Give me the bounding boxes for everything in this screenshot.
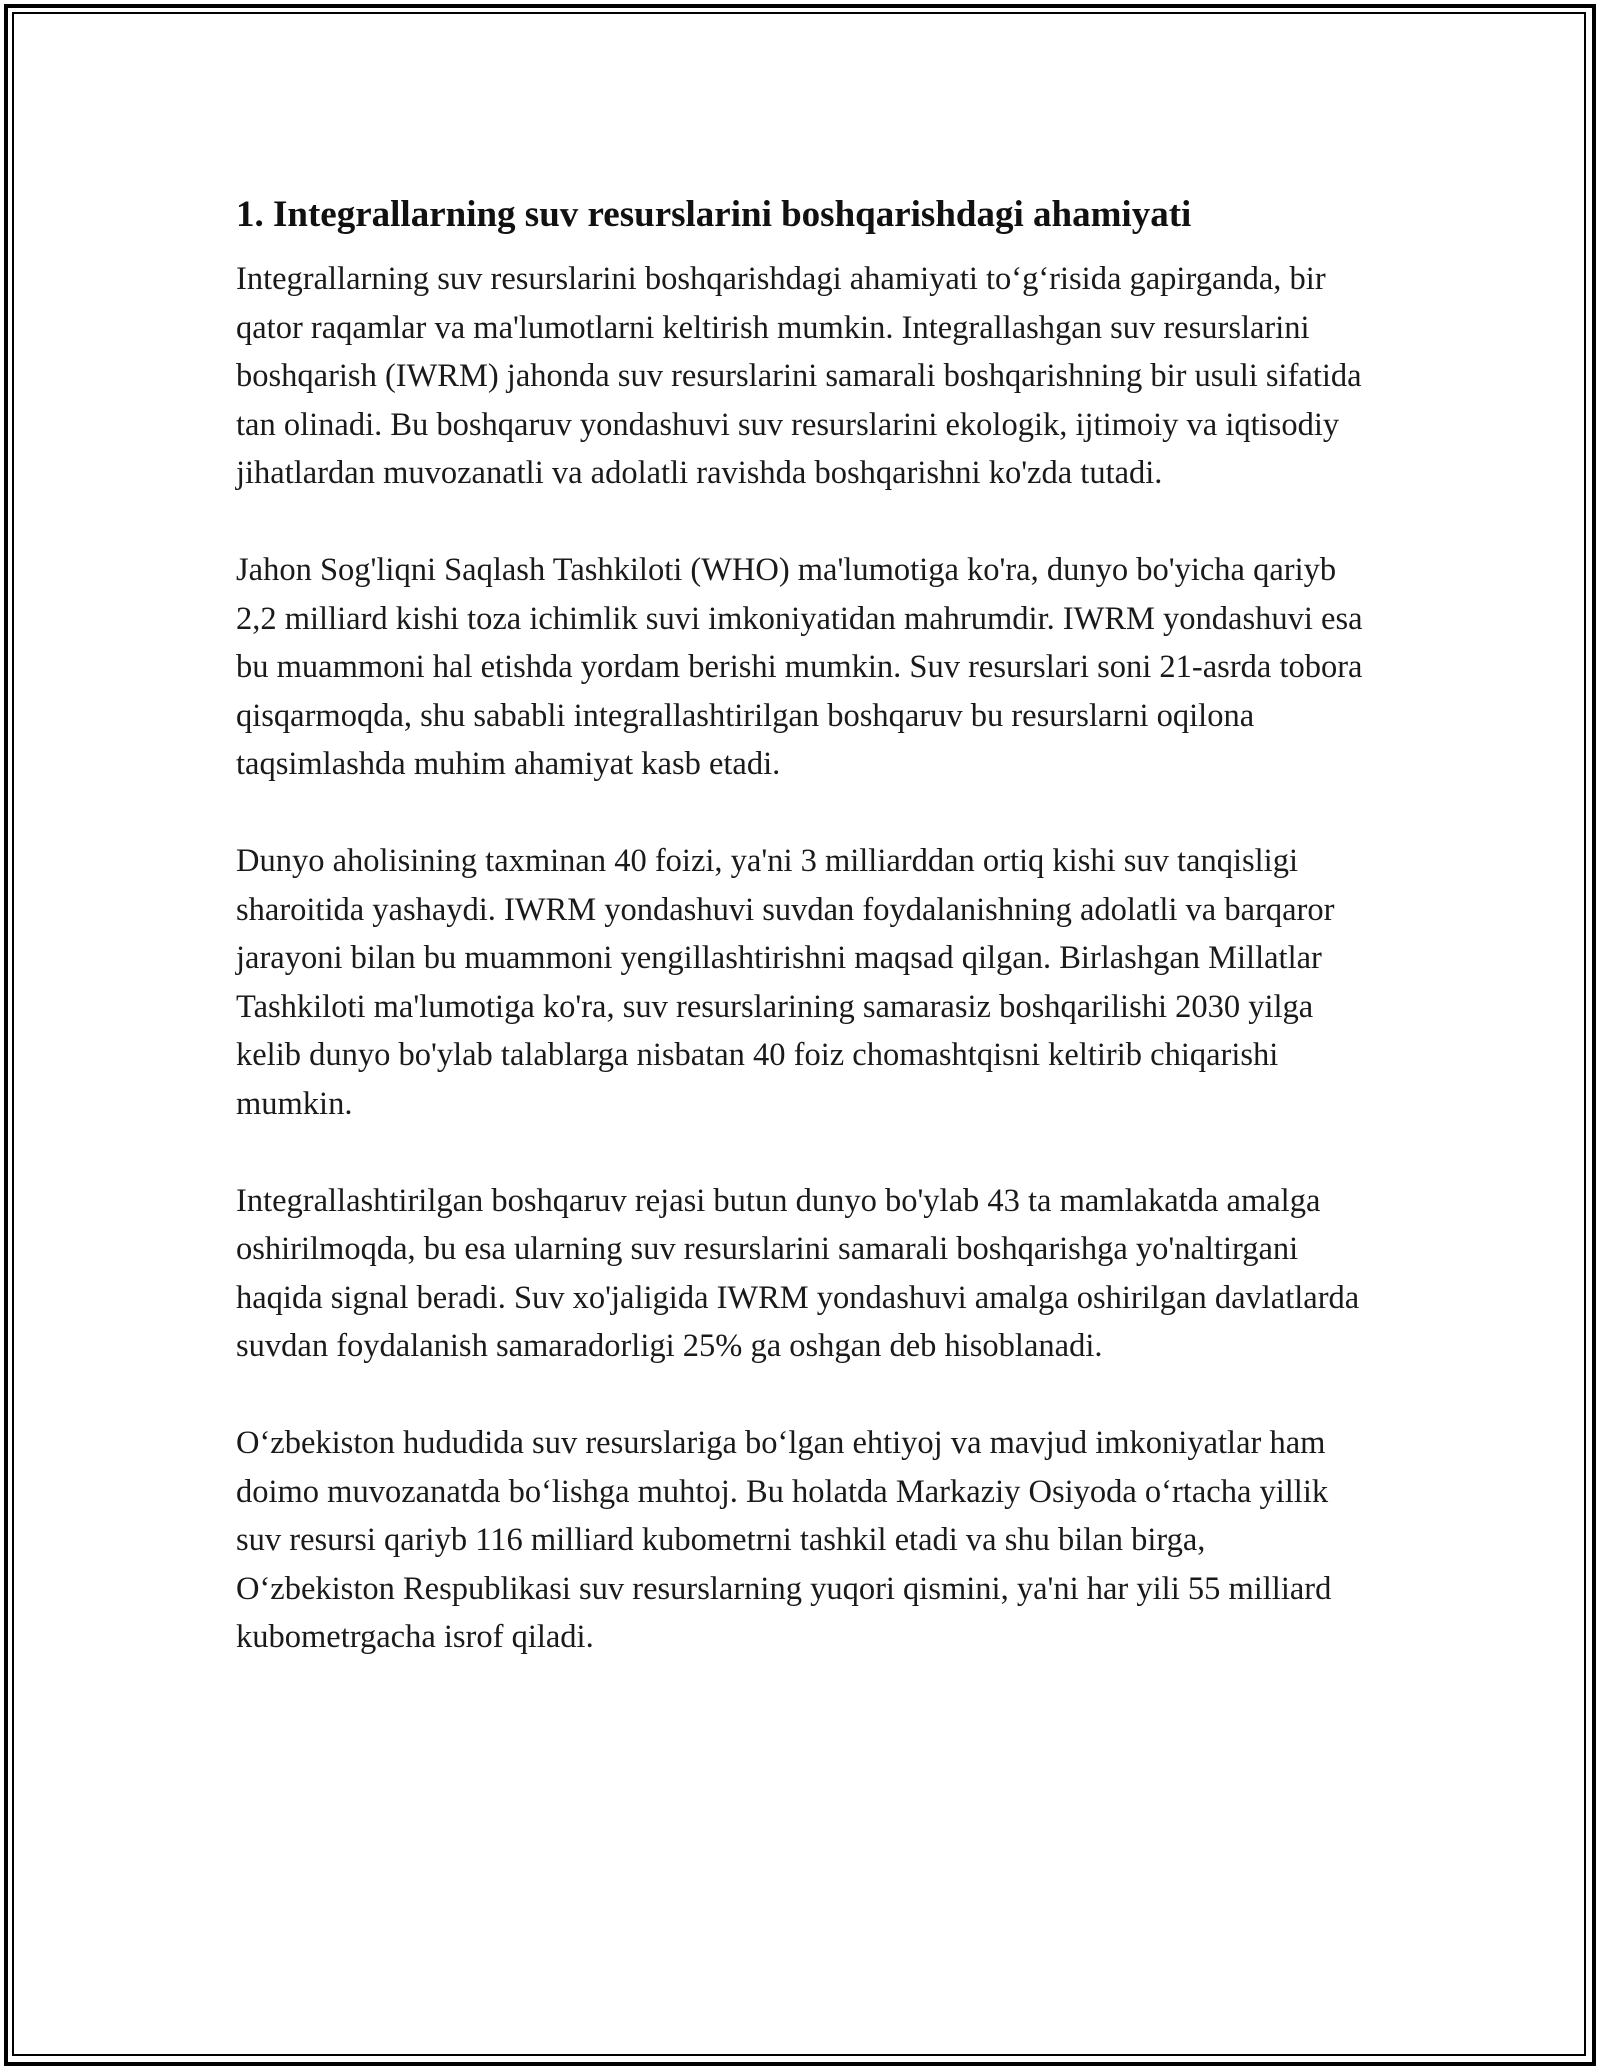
paragraph-management-plans: Integrallashtirilgan boshqaruv rejasi butun dunyo bo'ylab 43 ta mamlakatda amalga oshirilmoqda, bu esa ularning suv resurslarini samarali boshqarishga yo'naltirgani haqida signal beradi. Suv xo'jaligida IWRM yondashuvi amalga oshirilgan davlatlarda suvdan foydalanish samaradorligi 25% ga oshgan deb hisoblanadi.: [236, 1182, 1360, 1364]
section-heading: 1. Integrallarning suv resurslarini boshqarishdagi ahamiyati: [236, 194, 1192, 235]
document-body: [236, 186, 1366, 1662]
paragraph-uzbekistan: O‘zbekiston hududida suv resurslariga bo‘lgan ehtiyoj va mavjud imkoniyatlar ham doimo muvozanatda bo‘lishga muhtoj. Bu holatda Markaziy Osiyoda o‘rtacha yillik suv resursi qariyb 116 milliard kubometrni tashkil etadi va shu bilan birga, O‘zbekiston Respublikasi suv resurslarning yuqori qismini, ya'ni har yili 55 milliard kubometrgacha isrof qiladi.: [236, 1425, 1332, 1655]
paragraph-who-data: Jahon Sog'liqni Saqlash Tashkiloti (WHO) ma'lumotiga ko'ra, dunyo bo'yicha qariyb 2,2 milliard kishi toza ichimlik suvi imkoniyatidan mahrumdir. IWRM yondashuvi esa bu muammoni hal etishda yordam berishi mumkin. Suv resurslari soni 21-asrda tobora qisqarmoqda, shu sababli integrallashtirilgan boshqaruv bu resurslarni oqilona taqsimlashda muhim ahamiyat kasb etadi.: [236, 552, 1363, 782]
paragraph-water-scarcity: Dunyo aholisining taxminan 40 foizi, ya'ni 3 milliarddan ortiq kishi suv tanqisligi sharoitida yashaydi. IWRM yondashuvi suvdan foydalanishning adolatli va barqaror jarayoni bilan bu muammoni yengillashtirishni maqsad qilgan. Birlashgan Millatlar Tashkiloti ma'lumotiga ko'ra, suv resurslarining samarasiz boshqarilishi 2030 yilga kelib dunyo bo'ylab talablarga nisbatan 40 foiz chomashtqisni keltirib chiqarishi mumkin.: [236, 843, 1335, 1122]
paragraph-iwrm-intro: Integrallarning suv resurslarini boshqarishdagi ahamiyati to‘g‘risida gapirganda, bir qator raqamlar va ma'lumotlarni keltirish mumkin. Integrallashgan suv resurslarini boshqarish (IWRM) jahonda suv resurslarini samarali boshqarishning bir usuli sifatida tan olinadi. Bu boshqaruv yondashuvi suv resurslarini ekologik, ijtimoiy va iqtisodiy jihatlardan muvozanatli va adolatli ravishda boshqarishni ko'zda tutadi.: [236, 261, 1362, 491]
